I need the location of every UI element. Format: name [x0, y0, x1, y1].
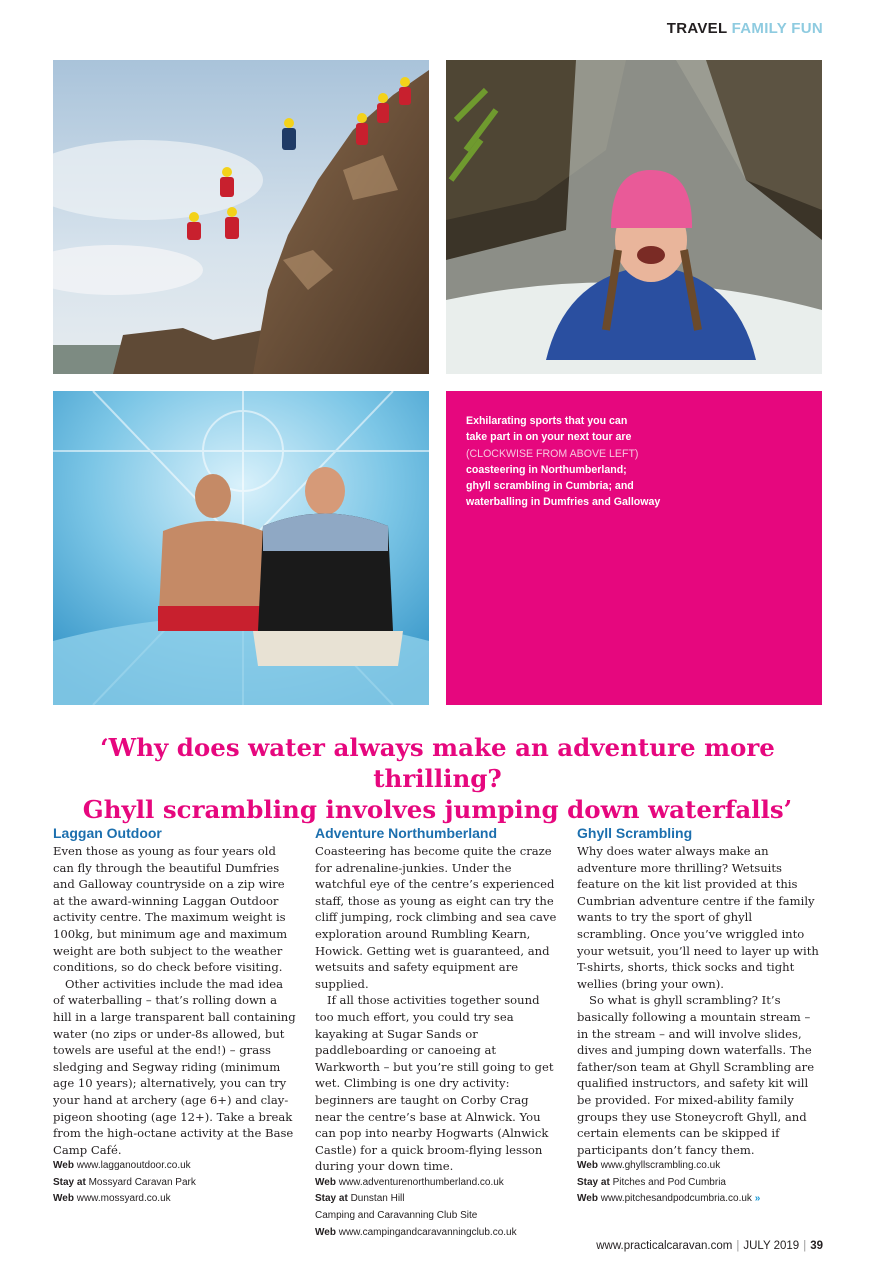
- info-line: [53, 1191, 297, 1208]
- article-title: Laggan Outdoor: [53, 825, 162, 841]
- info-link[interactable]: www.adventurenorthumberland.co.uk: [338, 1176, 504, 1188]
- info-label: Web: [53, 1193, 74, 1205]
- info-line: [315, 1208, 559, 1225]
- section-label: TRAVEL: [666, 20, 728, 37]
- info-value: Dunstan Hill: [350, 1193, 405, 1205]
- article-laggan-outdoor: [53, 824, 297, 1208]
- caption-line: ghyll scrambling in Cumbria; and: [466, 480, 634, 493]
- info-line: [577, 1158, 821, 1175]
- info-value: Camping and Caravanning Club Site: [315, 1210, 478, 1222]
- info-label: Web: [577, 1160, 598, 1172]
- info-label: Web: [315, 1176, 336, 1188]
- article-paragraph: So what is ghyll scrambling? It’s basically following a mountain stream – in the stream – and will involve slides, dives and jumping down waterfalls. The father/son team at Ghyll Scrambling are qualified instructors, and safety kit will be provided. For mixed-ability family groups they use Stoneycroft Ghyll, and certain elements can be skipped if participants don’t fancy them.: [577, 993, 815, 1157]
- info-line: [315, 1175, 559, 1192]
- info-label: Stay at: [315, 1193, 348, 1205]
- info-label: Web: [577, 1193, 598, 1205]
- page-footer: www.practicalcaravan.com | JULY 2019 | 39: [596, 1240, 823, 1252]
- section-header: [667, 20, 823, 37]
- info-link[interactable]: www.pitchesandpodcumbria.co.uk: [600, 1193, 752, 1205]
- info-line: [577, 1191, 821, 1208]
- caption-line: waterballing in Dumfries and Galloway: [466, 496, 661, 509]
- pull-quote-line: ‘Why does water always make an adventure more thrilling?: [100, 733, 775, 793]
- info-label: Stay at: [53, 1176, 86, 1188]
- info-link[interactable]: www.ghyllscrambling.co.uk: [600, 1160, 721, 1172]
- caption-line: Exhilarating sports that you can: [466, 415, 628, 427]
- article-paragraph: Other activities include the mad idea of waterballing – that’s rolling down a hill in a large transparent ball containing water (no zips or under-8s allowed, but towels are useful at the end!) – grass sledging and Segway riding (minimum age 10 years); alternatively, you can try your hand at archery (age 6+) and clay-pigeon shooting (age 12+). Take a break from the high-octane activity at the Base Camp Café.: [53, 976, 296, 1157]
- footer-url[interactable]: www.practicalcaravan.com: [596, 1240, 733, 1252]
- photo-caption-box: [446, 391, 822, 705]
- article-title: Adventure Northumberland: [315, 825, 498, 841]
- article-paragraph: Even those as young as four years old can fly through the beautiful Dumfries and Galloway countryside on a zip wire at the award-winning Laggan Outdoor activity centre. The maximum weight is 100kg, but minimum age and maximum weight are both subject to the weather conditions, so do check before visiting.: [53, 844, 288, 975]
- info-line: [53, 1158, 297, 1175]
- info-value: Mossyard Caravan Park: [88, 1176, 196, 1188]
- ghyll-scrambling-photo: [446, 60, 822, 374]
- info-label: Web: [53, 1160, 74, 1172]
- article-title: Ghyll Scrambling: [577, 825, 693, 841]
- caption-line: coasteering in Northumberland;: [466, 463, 627, 476]
- article-ghyll-scrambling: [577, 824, 821, 1208]
- info-link[interactable]: www.campingandcaravanningclub.co.uk: [338, 1226, 517, 1238]
- info-link[interactable]: www.mossyard.co.uk: [76, 1193, 171, 1205]
- caption-direction: (CLOCKWISE FROM ABOVE LEFT): [466, 447, 639, 460]
- continue-arrow-icon: »: [754, 1193, 761, 1205]
- info-line: [315, 1191, 559, 1208]
- subsection-label: FAMILY FUN: [731, 20, 823, 37]
- article-adventure-northumberland: [315, 824, 559, 1241]
- info-label: Web: [315, 1226, 336, 1238]
- pull-quote: [40, 732, 835, 825]
- info-line: [53, 1175, 297, 1192]
- article-paragraph: If all those activities together sound too much effort, you could try sea kayaking at Sugar Sands or paddleboarding or canoeing at Warkworth – but you’re still going to get wet. Climbing is one dry activity: beginners are taught on Corby Crag near the centre’s base at Alnwick. You can pop into nearby Hogwarts (Alnwick Castle) for a quick broom-flying lesson during your down time.: [315, 993, 554, 1174]
- info-line: [315, 1225, 559, 1242]
- waterballing-photo: [53, 391, 429, 705]
- page-number: 39: [810, 1240, 823, 1252]
- info-line: [577, 1175, 821, 1192]
- article-paragraph: Why does water always make an adventure more thrilling? Wetsuits feature on the kit list provided at this Cumbrian adventure centre if the family wants to try the sport of ghyll scrambling. Once you’ve wriggled into your wetsuit, you’ll need to layer up with T-shirts, shorts, thick socks and tight wellies (bring your own).: [577, 844, 819, 991]
- photo-caption: [466, 413, 716, 511]
- footer-issue: JULY 2019: [743, 1240, 800, 1252]
- info-value: Pitches and Pod Cumbria: [612, 1176, 726, 1188]
- pull-quote-line: Ghyll scrambling involves jumping down waterfalls’: [82, 795, 793, 824]
- caption-line: take part in on your next tour are: [466, 431, 632, 444]
- coasteering-photo: [53, 60, 429, 374]
- info-label: Stay at: [577, 1176, 610, 1188]
- article-paragraph: Coasteering has become quite the craze for adrenaline-junkies. Under the watchful eye of the centre’s experienced staff, those as young as eight can try the cliff jumping, rock climbing and sea cave exploration around Rumbling Kearn, Howick. Getting wet is guaranteed, and wetsuits and safety equipment are supplied.: [315, 844, 557, 991]
- info-link[interactable]: www.lagganoutdoor.co.uk: [76, 1160, 191, 1172]
